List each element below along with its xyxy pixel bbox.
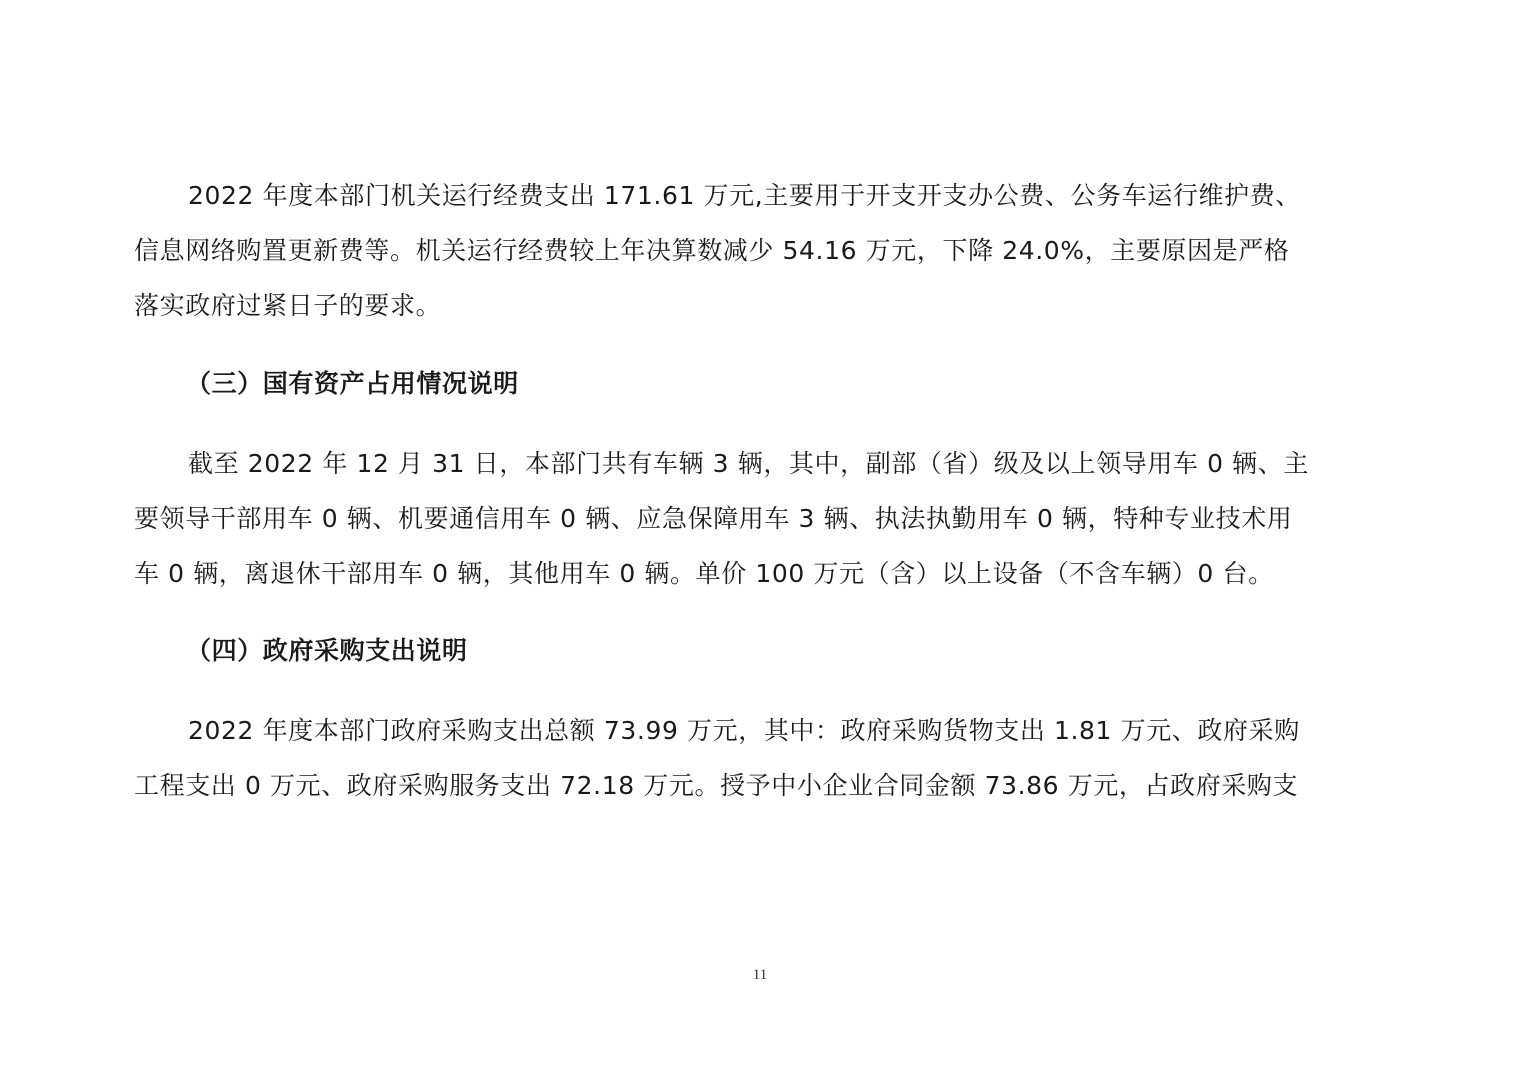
page-number: 11: [752, 967, 768, 983]
paragraph-line: 要领导干部用车 0 辆、机要通信用车 0 辆、应急保障用车 3 辆、执法执勤用车 0 辆，特种专业技术用: [134, 504, 1293, 533]
paragraph-line: 2022 年度本部门政府采购支出总额 73.99 万元，其中：政府采购货物支出 1.81 万元、政府采购: [188, 716, 1300, 745]
paragraph-line: 车 0 辆，离退休干部用车 0 辆，其他用车 0 辆。单价 100 万元（含）以上设备（不含车辆）0 台。: [134, 559, 1274, 588]
section-heading-state-assets: （三）国有资产占用情况说明: [186, 369, 519, 398]
paragraph-line: 工程支出 0 万元、政府采购服务支出 72.18 万元。授予中小企业合同金额 73.86 万元，占政府采购支: [134, 771, 1299, 800]
paragraph-line: 2022 年度本部门机关运行经费支出 171.61 万元,主要用于开支开支办公费、公务车运行维护费、: [188, 181, 1301, 210]
paragraph-line: 落实政府过紧日子的要求。: [134, 291, 442, 320]
paragraph-line: 信息网络购置更新费等。机关运行经费较上年决算数减少 54.16 万元，下降 24.0%，主要原因是严格: [134, 236, 1290, 265]
section-heading-government-procurement: （四）政府采购支出说明: [186, 636, 468, 665]
paragraph-line: 截至 2022 年 12 月 31 日，本部门共有车辆 3 辆，其中，副部（省）级及以上领导用车 0 辆、主: [188, 449, 1309, 478]
